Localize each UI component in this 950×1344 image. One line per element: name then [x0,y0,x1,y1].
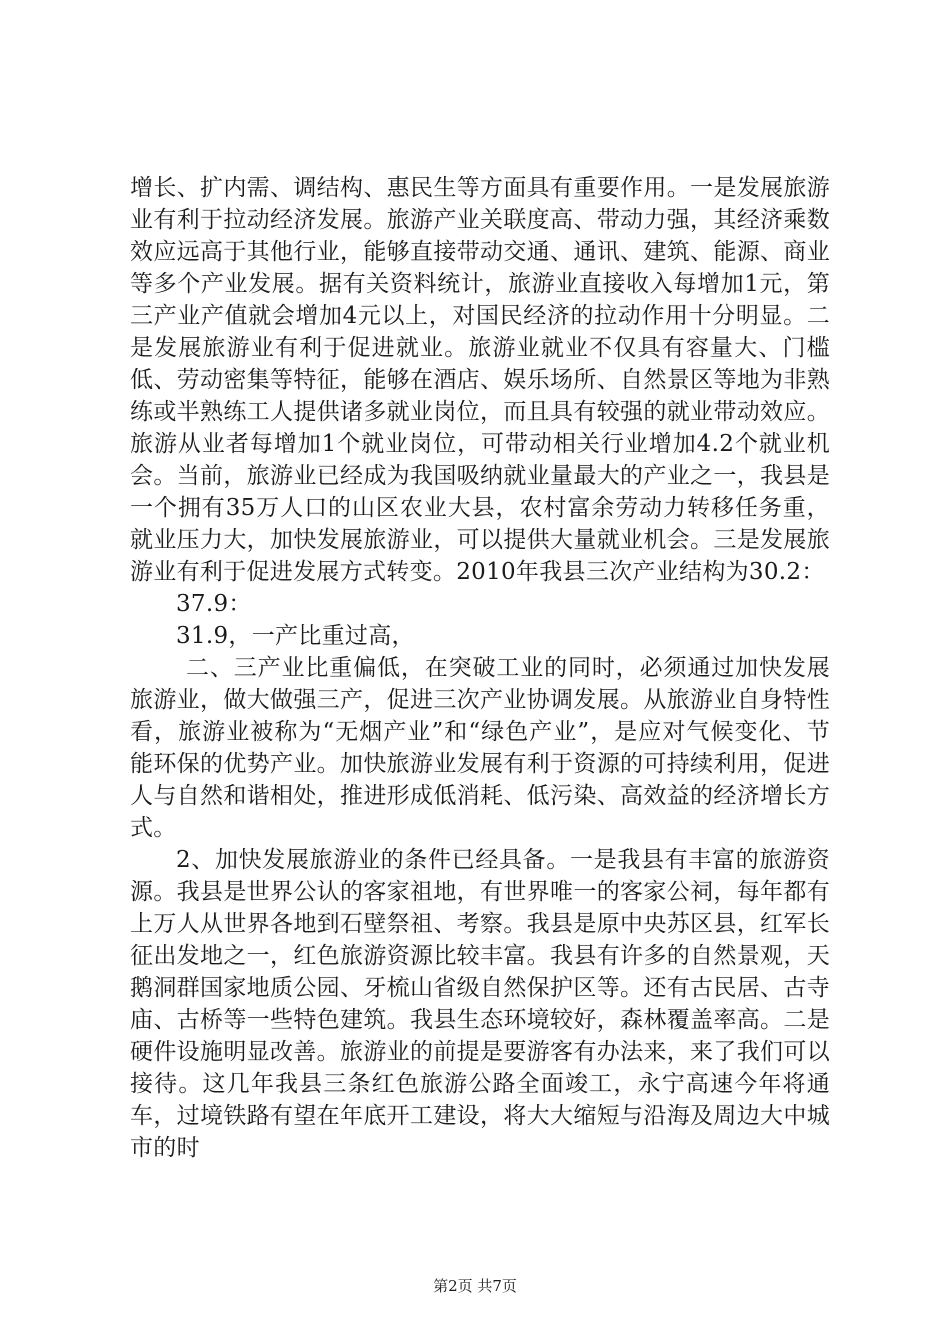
paragraph-economic-role: 增长、扩内需、调结构、惠民生等方面具有重要作用。一是发展旅游业有利于拉动经济发展。旅游产业关联度高、带动力强，其经济乘数效应远高于其他行业，能够直接带动交通、通讯、建筑、能源、商业等多个产业发展。据有关资料统计，旅游业直接收入每增加1元，第三产业产值就会增加4元以上，对国民经济的拉动作用十分明显。二是发展旅游业有利于促进就业。旅游业就业不仅具有容量大、门槛低、劳动密集等特征，能够在酒店、娱乐场所、自然景区等地为非熟练或半熟练工人提供诸多就业岗位，而且具有较强的就业带动效应。旅游从业者每增加1个就业岗位，可带动相关行业增加4.2个就业机会。当前，旅游业已经成为我国吸纳就业量最大的产业之一，我县是一个拥有35万人口的山区农业大县，农村富余劳动力转移任务重，就业压力大，加快发展旅游业，可以提供大量就业机会。三是发展旅游业有利于促进发展方式转变。2010年我县三次产业结构为30.2： [130,175,830,585]
page-footer: 第2页 共7页 [433,1277,517,1295]
paragraph-industry-structure: 二、三产业比重偏低，在突破工业的同时，必须通过加快发展旅游业，做大做强三产，促进三次产业协调发展。从旅游业自身特性看，旅游业被称为“无烟产业”和“绿色产业”，是应对气候变化、节能环保的优势产业。加快旅游业发展有利于资源的可持续利用，促进人与自然和谐相处，推进形成低消耗、低污染、高效益的经济增长方式。 [130,655,830,841]
document-body [130,172,830,1164]
paragraph-conditions: 2、加快发展旅游业的条件已经具备。一是我县有丰富的旅游资源。我县是世界公认的客家祖地，有世界唯一的客家公祠，每年都有上万人从世界各地到石壁祭祖、考察。我县是原中央苏区县，红军长征出发地之一，红色旅游资源比较丰富。我县有许多的自然景观，天鹅洞群国家地质公园、牙梳山省级自然保护区等。还有古民居、古寺庙、古桥等一些特色建筑。我县生态环境较好，森林覆盖率高。二是硬件设施明显改善。旅游业的前提是要游客有办法来，来了我们可以接待。这几年我县三条红色旅游公路全面竣工，永宁高速今年将通车，过境铁路有望在年底开工建设，将大大缩短与沿海及周边大中城市的时 [130,847,830,1161]
paragraph-ratio-secondary: 37.9： [176,591,252,617]
paragraph-ratio-tertiary: 31.9，一产比重过高， [176,623,415,649]
